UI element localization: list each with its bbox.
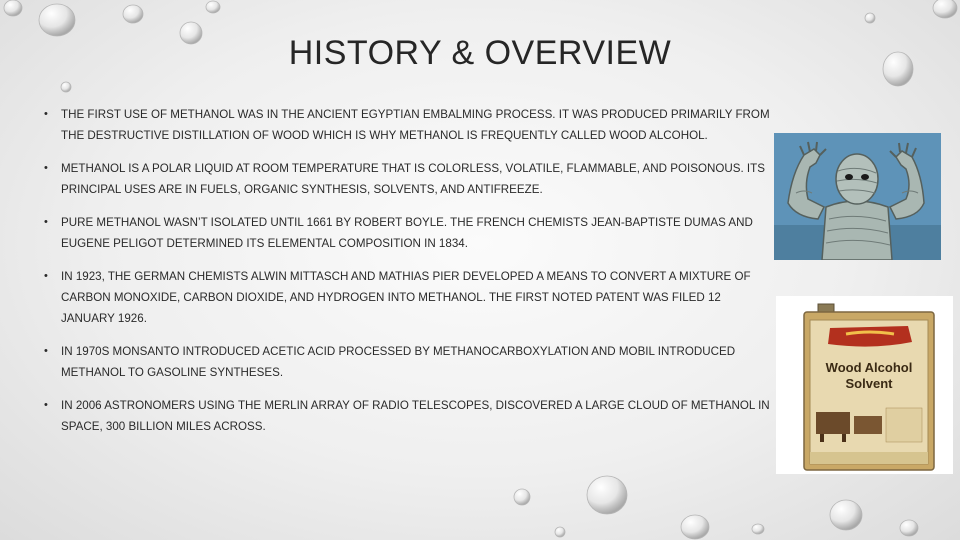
- mummy-cartoon-image: [774, 133, 941, 260]
- bullet-dot-icon: •: [44, 108, 48, 120]
- can-label-line2: Solvent: [845, 376, 893, 391]
- bullet-item: [44, 395, 774, 437]
- bullet-dot-icon: •: [44, 162, 48, 174]
- bullet-text: THE FIRST USE OF METHANOL WAS IN THE ANCIENT EGYPTIAN EMBALMING PROCESS. IT WAS PRODUCED PRIMARILY FROM THE DESTRUCTIVE DISTILLATION OF WOOD WHICH IS WHY METHANOL IS FREQUENTLY CALLED WOOD ALCOHOL.: [61, 108, 770, 142]
- bullet-dot-icon: •: [44, 345, 48, 357]
- bullet-list: [44, 104, 774, 449]
- bullet-text: IN 1970S MONSANTO INTRODUCED ACETIC ACID PROCESSED BY METHANOCARBOXYLATION AND MOBIL INTRODUCED METHANOL TO GASOLINE SYNTHESES.: [61, 345, 736, 379]
- slide-title: HISTORY & OVERVIEW: [288, 34, 672, 72]
- bullet-item: [44, 212, 774, 254]
- bullet-item: [44, 104, 774, 146]
- bullet-text: IN 1923, THE GERMAN CHEMISTS ALWIN MITTASCH AND MATHIAS PIER DEVELOPED A MEANS TO CONVERT A MIXTURE OF CARBON MONOXIDE, CARBON DIOXIDE, AND HYDROGEN INTO METHANOL. THE FIRST NOTED PATENT WAS FILED 12 JANUARY 1926.: [61, 270, 751, 325]
- mummy-icon: [774, 133, 941, 260]
- bullet-dot-icon: •: [44, 399, 48, 411]
- bullet-text: METHANOL IS A POLAR LIQUID AT ROOM TEMPERATURE THAT IS COLORLESS, VOLATILE, FLAMMABLE, AND POISONOUS. ITS PRINCIPAL USES ARE IN FUELS, ORGANIC SYNTHESIS, SOLVENTS, AND ANTIFREEZE.: [61, 162, 765, 196]
- bullet-text: IN 2006 ASTRONOMERS USING THE MERLIN ARRAY OF RADIO TELESCOPES, DISCOVERED A LARGE CLOUD OF METHANOL IN SPACE, 300 BILLION MILES ACROSS.: [61, 399, 770, 433]
- bullet-item: [44, 266, 774, 329]
- bullet-item: [44, 158, 774, 200]
- bullet-item: [44, 341, 774, 383]
- bullet-text: PURE METHANOL WASN’T ISOLATED UNTIL 1661 BY ROBERT BOYLE. THE FRENCH CHEMISTS JEAN-BAPTISTE DUMAS AND EUGENE PELIGOT DETERMINED ITS ELEMENTAL COMPOSITION IN 1834.: [61, 216, 753, 250]
- bullet-dot-icon: •: [44, 270, 48, 282]
- bullet-dot-icon: •: [44, 216, 48, 228]
- can-label-line1: Wood Alcohol: [825, 360, 913, 375]
- wood-alcohol-can-image: [776, 296, 953, 474]
